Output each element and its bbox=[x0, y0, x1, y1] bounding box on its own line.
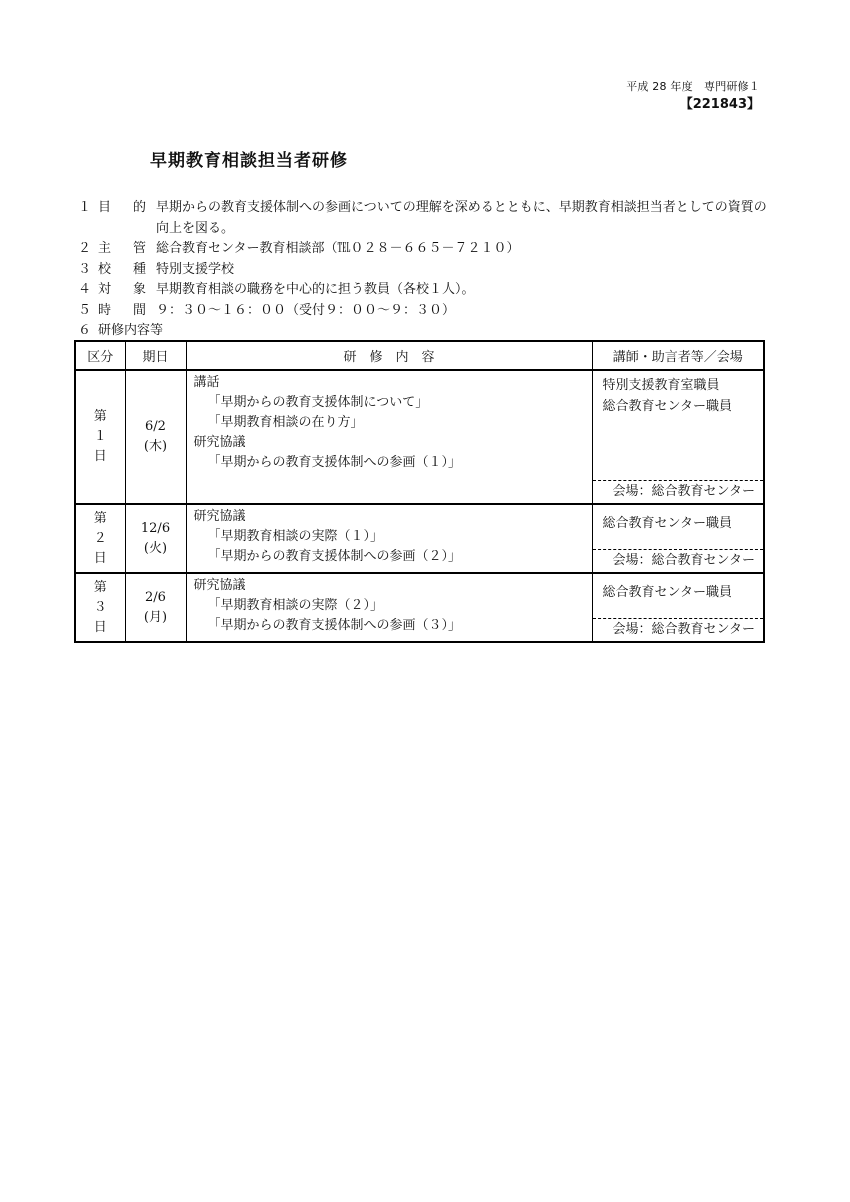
session-lecturers bbox=[592, 504, 764, 573]
item-label: 主 管 bbox=[98, 241, 146, 256]
venue-label: 会場：総合教育センター bbox=[593, 480, 764, 503]
outline-item-target bbox=[78, 280, 778, 301]
day-label: 第 １ 日 bbox=[75, 370, 125, 504]
lecturer-name: 総合教育センター職員 bbox=[602, 585, 732, 600]
outline-item-content bbox=[78, 321, 778, 341]
item-text: 早期からの教育支援体制への参画についての理解を深めるとともに、早期教育相談担当者としての資質の向上を図る。 bbox=[156, 200, 767, 236]
item-text: 早期教育相談の職務を中心的に担う教員（各校１人）。 bbox=[156, 282, 475, 297]
session-content: 研究協議 「早期教育相談の実際（１）」 「早期からの教育支援体制への参画（２）」 bbox=[186, 504, 592, 573]
item-label: 対 象 bbox=[98, 282, 146, 297]
outline-item-organizer bbox=[78, 239, 778, 260]
item-text: 研修内容等 bbox=[98, 323, 164, 338]
lecturer-name: 総合教育センター職員 bbox=[602, 399, 732, 414]
item-text: ９：３０～１６：００（受付９：００～９：３０） bbox=[156, 302, 456, 318]
item-text: 特別支援学校 bbox=[156, 261, 235, 277]
item-number: ５ bbox=[78, 302, 92, 318]
fiscal-year-label: 平成 28 年度 専門研修１ bbox=[626, 80, 760, 93]
item-number: ６ bbox=[78, 323, 92, 338]
header-date: 期日 bbox=[125, 341, 186, 370]
document-header bbox=[626, 80, 760, 114]
course-code: 【221843】 bbox=[679, 97, 760, 112]
header-kubun: 区分 bbox=[75, 341, 125, 370]
table-row bbox=[75, 573, 764, 642]
item-text: 総合教育センター教育相談部（℡０２８－６６５－７２１０） bbox=[156, 241, 520, 256]
venue-label: 会場：総合教育センター bbox=[593, 549, 764, 572]
item-label: 時 間 bbox=[98, 302, 146, 318]
session-date: 6/2 (木) bbox=[125, 370, 186, 504]
item-number: ２ bbox=[78, 241, 92, 256]
item-number: １ bbox=[78, 200, 92, 215]
item-label: 校 種 bbox=[98, 261, 146, 277]
item-number: ４ bbox=[78, 282, 92, 297]
session-content: 講話 「早期からの教育支援体制について」 「早期教育相談の在り方」 研究協議 「早期からの教育支援体制への参画（１）」 bbox=[186, 370, 592, 504]
table-row bbox=[75, 370, 764, 504]
day-label: 第 ３ 日 bbox=[75, 573, 125, 642]
outline-list bbox=[78, 198, 778, 341]
page-title: 早期教育相談担当者研修 bbox=[150, 151, 348, 171]
table-row bbox=[75, 504, 764, 573]
schedule-table bbox=[74, 340, 765, 643]
venue-label: 会場：総合教育センター bbox=[593, 618, 764, 641]
table-header-row bbox=[75, 341, 764, 370]
outline-item-school-type bbox=[78, 260, 778, 281]
session-date: 2/6 (月) bbox=[125, 573, 186, 642]
item-label: 目 的 bbox=[98, 200, 146, 215]
session-lecturers bbox=[592, 573, 764, 642]
item-number: ３ bbox=[78, 261, 92, 277]
lecturer-name: 総合教育センター職員 bbox=[602, 516, 732, 531]
session-lecturers bbox=[592, 370, 764, 504]
header-lecturer: 講師・助言者等／会場 bbox=[592, 341, 764, 370]
lecturer-name: 特別支援教育室職員 bbox=[602, 378, 720, 393]
header-content: 研 修 内 容 bbox=[186, 341, 592, 370]
day-label: 第 ２ 日 bbox=[75, 504, 125, 573]
session-content: 研究協議 「早期教育相談の実際（２）」 「早期からの教育支援体制への参画（３）」 bbox=[186, 573, 592, 642]
outline-item-purpose bbox=[78, 198, 778, 239]
outline-item-time bbox=[78, 301, 778, 322]
session-date: 12/6 (火) bbox=[125, 504, 186, 573]
